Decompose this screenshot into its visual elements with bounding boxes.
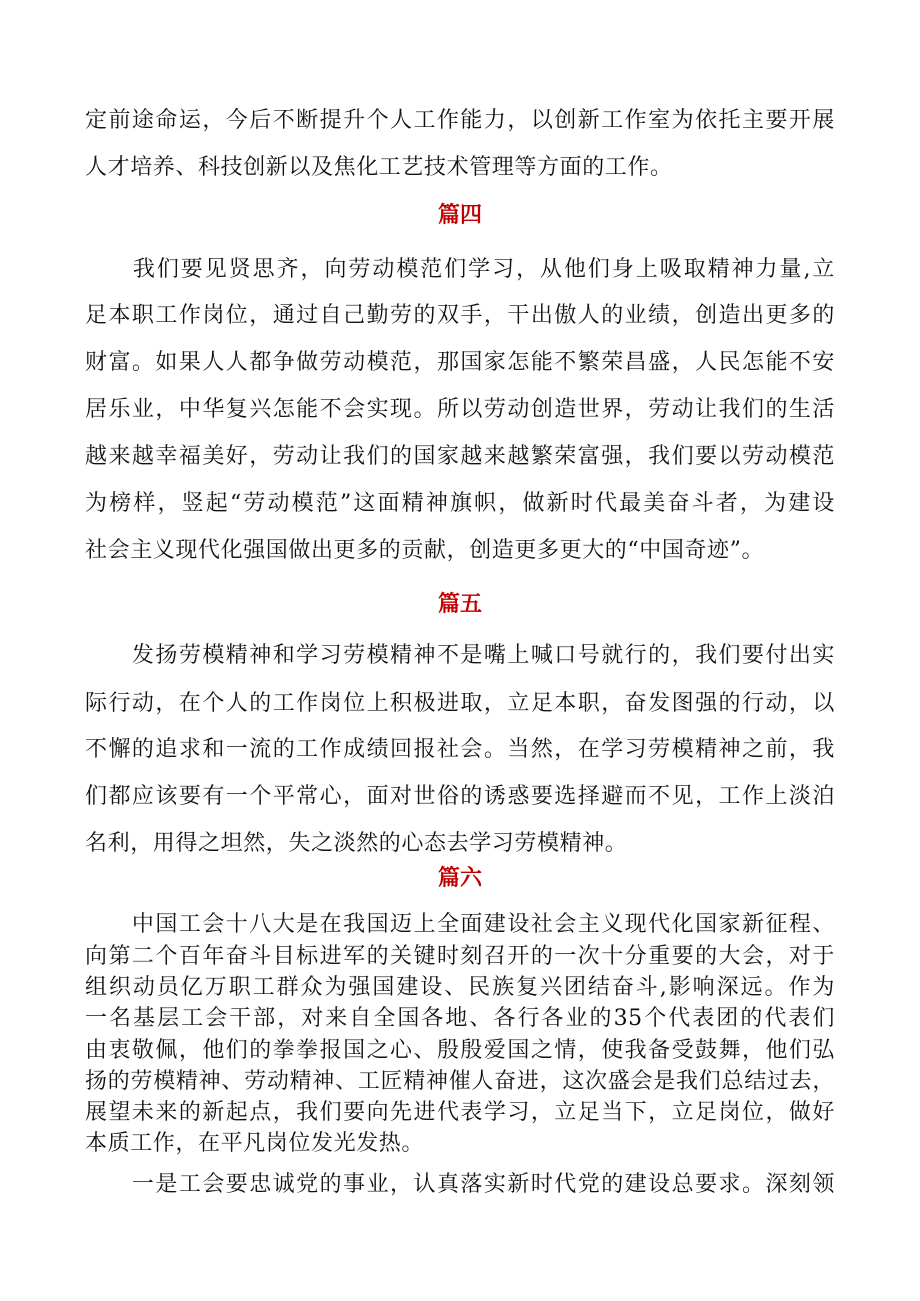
- text-line: 越来越幸福美好，劳动让我们的国家越来越繁荣富强，我们要以劳动模范: [85, 444, 835, 469]
- text-line: 一是工会要忠诚党的事业，认真落实新时代党的建设总要求。深刻领: [85, 1172, 835, 1197]
- section-heading-6: 篇六: [437, 866, 482, 891]
- text-line: 为榜样，竖起“劳动模范”这面精神旗帜，做新时代最美奋斗者，为建设: [85, 491, 835, 516]
- text-line: 人才培养、科技创新以及焦化工艺技术管理等方面的工作。: [85, 155, 673, 180]
- text-line: 扬的劳模精神、劳动精神、工匠精神催人奋进，这次盛会是我们总结过去，: [85, 1069, 835, 1094]
- text-line: 向第二个百年奋斗目标进军的关键时刻召开的一次十分重要的大会，对于: [85, 944, 835, 969]
- text-line: 定前途命运，今后不断提升个人工作能力，以创新工作室为依托主要开展: [85, 108, 835, 133]
- text-line: 我们要见贤思齐，向劳动模范们学习，从他们身上吸取精神力量,立: [85, 257, 835, 282]
- text-line: 居乐业，中华复兴怎能不会实现。所以劳动创造世界，劳动让我们的生活: [85, 397, 835, 422]
- text-line: 本质工作，在平凡岗位发光发热。: [85, 1131, 425, 1156]
- text-line: 组织动员亿万职工群众为强国建设、民族复兴团结奋斗,影响深远。作为: [85, 975, 835, 1000]
- section-heading-5: 篇五: [437, 592, 482, 617]
- text-line: 名利，用得之坦然，失之淡然的心态去学习劳模精神。: [85, 831, 628, 856]
- text-line: 社会主义现代化强国做出更多的贡献，创造更多更大的“中国奇迹”。: [85, 538, 765, 563]
- text-line: 财富。如果人人都争做劳动模范，那国家怎能不繁荣昌盛，人民怎能不安: [85, 350, 835, 375]
- text-line: 中国工会十八大是在我国迈上全面建设社会主义现代化国家新征程、: [85, 912, 835, 937]
- text-line: 展望未来的新起点，我们要向先进代表学习，立足当下，立足岗位，做好: [85, 1100, 835, 1125]
- text-line: 不懈的追求和一流的工作成绩回报社会。当然，在学习劳模精神之前，我: [85, 737, 835, 762]
- section-heading-4: 篇四: [437, 203, 482, 228]
- text-line: 足本职工作岗位，通过自己勤劳的双手，干出傲人的业绩，创造出更多的: [85, 303, 835, 328]
- text-line: 一名基层工会干部，对来自全国各地、各行各业的35个代表团的代表们: [85, 1006, 835, 1031]
- text-line: 际行动，在个人的工作岗位上积极进取，立足本职，奋发图强的行动，以: [85, 691, 835, 716]
- text-line: 由衷敬佩，他们的拳拳报国之心、殷殷爱国之情，使我备受鼓舞，他们弘: [85, 1038, 835, 1063]
- text-line: 发扬劳模精神和学习劳模精神不是嘴上喊口号就行的，我们要付出实: [85, 643, 835, 668]
- text-line: 们都应该要有一个平常心，面对世俗的诱惑要选择避而不见，工作上淡泊: [85, 784, 835, 809]
